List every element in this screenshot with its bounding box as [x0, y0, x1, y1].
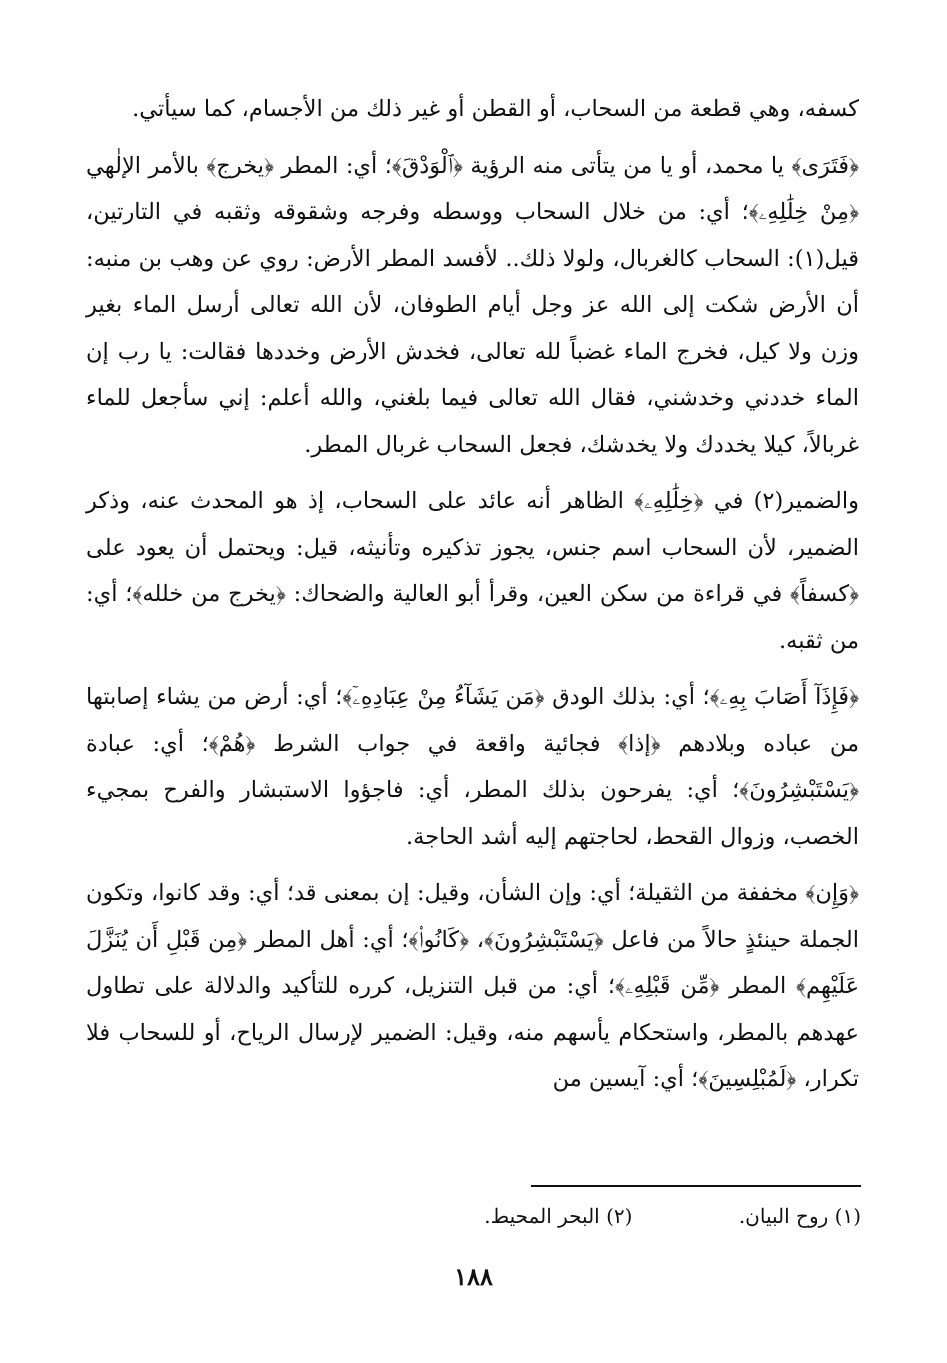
paragraph-5: ﴿وَإِن﴾ مخففة من الثقيلة؛ أي: وإن الشأن، وقيل: إن بمعنى قد؛ أي: وقد كانوا، وتكون الجملة حينئذٍ حالاً من فاعل ﴿يَسْتَبْشِرُونَ﴾، ﴿كَانُوا۟﴾؛ أي: أهل المطر ﴿مِن قَبْلِ أَن يُنَزَّلَ عَلَيْهِم﴾ المطر ﴿مِّن قَبْلِهِۦ﴾؛ أي: من قبل التنزيل، كرره للتأكيد والدلالة على تطاول عهدهم بالمطر، واستحكام يأسهم منه، وقيل: الضمير لإرسال الرياح، أو للسحاب فلا تكرار، ﴿لَمُبْلِسِينَ﴾؛ أي: آيسين من	[86, 880, 859, 1092]
body-text	[86, 86, 859, 1113]
paragraph-4: ﴿فَإِذَآ أَصَابَ بِهِۦ﴾؛ أي: بذلك الودق ﴿مَن يَشَآءُ مِنْ عِبَادِهِۦٓ﴾؛ أي: أرض من يشاء إصابتها من عباده وبلادهم ﴿إذا﴾ فجائية واقعة في جواب الشرط ﴿هُمْ﴾؛ أي: عبادة ﴿يَسْتَبْشِرُونَ﴾؛ أي: يفرحون بذلك المطر، أي: فاجؤوا الاستبشار والفرح بمجيء الخصب، وزوال القحط، لحاجتهم إليه أشد الحاجة.	[86, 684, 859, 850]
paragraph-3: والضمير(٢) في ﴿خِلَٰلِهِۦ﴾ الظاهر أنه عائد على السحاب، إذ هو المحدث عنه، وذكر الضمير، لأن السحاب اسم جنس، يجوز تذكيره وتأنيثه، قيل: ويحتمل أن يعود على ﴿كسفاً﴾ في قراءة من سكن العين، وقرأ أبو العالية والضحاك: ﴿يخرج من خلله﴾؛ أي: من ثقبه.	[86, 488, 859, 654]
footnote-divider	[531, 1185, 861, 1187]
paragraph-2: ﴿فَتَرَى﴾ يا محمد، أو يا من يتأتى منه الرؤية ﴿ٱلْوَدْقَ﴾؛ أي: المطر ﴿يخرج﴾ بالأمر الإلٰهي ﴿مِنْ خِلَٰلِهِۦ﴾؛ أي: من خلال السحاب ووسطه وفرجه وشقوقه وثقبه في التارتين، قيل(١): السحاب كالغربال، ولولا ذلك.. لأفسد المطر الأرض: روي عن وهب بن منبه: أن الأرض شكت إلى الله عز وجل أيام الطوفان، لأن الله تعالى أرسل الماء بغير وزن ولا كيل، فخرج الماء غضباً لله تعالى، فخدش الأرض وخددها فقالت: يا رب إن الماء خددني وخدشني، فقال الله تعالى فيما بلغني، والله أعلم: إني سأجعل للماء غربالاً، كيلا يخددك ولا يخدشك، فجعل السحاب غربال المطر.	[86, 152, 859, 458]
paragraph-1: كسفه، وهي قطعة من السحاب، أو القطن أو غير ذلك من الأجسام، كما سيأتي.	[132, 96, 859, 122]
page-number: ١٨٨	[454, 1262, 493, 1291]
footnote-2: (٢) البحر المحيط.	[484, 1204, 633, 1228]
footnotes	[86, 1200, 861, 1232]
footnote-1: (١) روح البيان.	[738, 1204, 861, 1228]
